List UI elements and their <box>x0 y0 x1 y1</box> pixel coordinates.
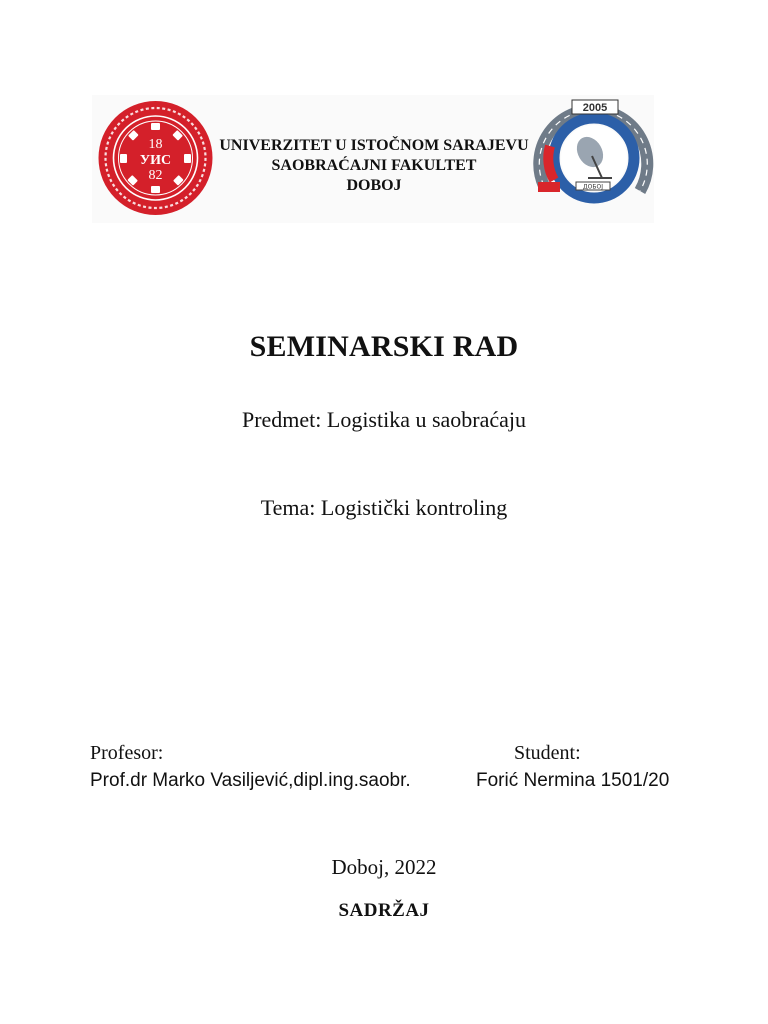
document-title: SEMINARSKI RAD <box>249 330 519 363</box>
svg-text:2005: 2005 <box>582 102 608 114</box>
svg-text:82: 82 <box>148 168 163 183</box>
svg-text:УИС: УИС <box>139 153 172 168</box>
city-name: DOBOJ <box>346 177 402 194</box>
place-and-date: Doboj, 2022 <box>331 855 437 879</box>
university-name: UNIVERZITET U ISTOČNOM SARAJEVU <box>219 137 529 154</box>
student-label: Student: <box>514 742 581 764</box>
student-name: Forić Nermina 1501/20 <box>476 770 670 791</box>
svg-text:ДОБОЈ: ДОБОЈ <box>582 183 604 191</box>
university-seal-icon <box>97 98 214 218</box>
subject-line: Predmet: Logistika u saobraćaju <box>241 407 527 432</box>
faculty-seal-icon <box>532 96 654 222</box>
faculty-name: SAOBRAĆAJNI FAKULTET <box>271 157 477 174</box>
contents-heading: SADRŽAJ <box>338 900 430 921</box>
professor-label: Profesor: <box>90 742 164 764</box>
svg-text:18: 18 <box>148 137 163 152</box>
professor-name: Prof.dr Marko Vasiljević,dipl.ing.saobr. <box>90 770 411 791</box>
topic-line: Tema: Logistički kontroling <box>260 495 508 520</box>
university-heading <box>214 136 534 196</box>
